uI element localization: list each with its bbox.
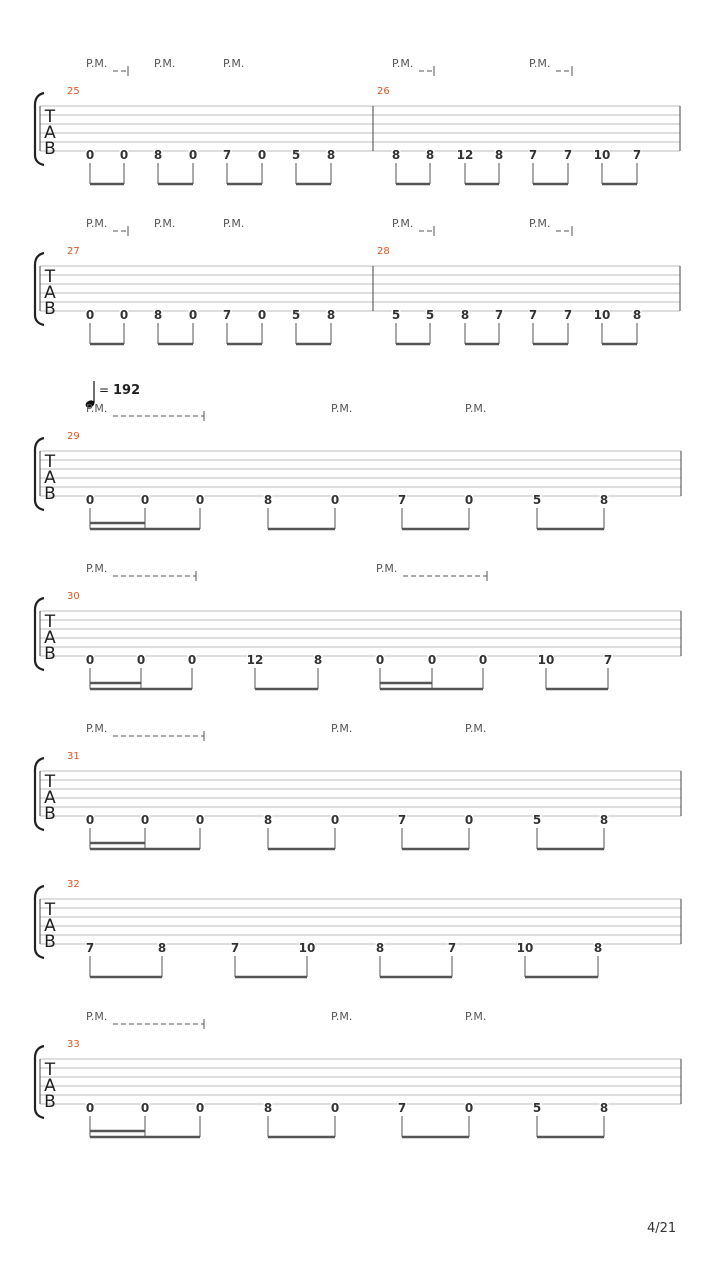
palm-mute-label: P.M. xyxy=(86,722,108,735)
fret-number: 5 xyxy=(532,813,542,827)
fret-number: 5 xyxy=(291,308,301,322)
tab-clef-letter: A xyxy=(44,468,56,488)
fret-number: 7 xyxy=(528,148,538,162)
tab-clef-letter: B xyxy=(44,484,56,504)
palm-mute-label: P.M. xyxy=(154,57,176,70)
tab-clef-letter: B xyxy=(44,804,56,824)
tab-clef-letter: T xyxy=(44,452,56,472)
tab-clef-letter: T xyxy=(44,772,56,792)
fret-number: 8 xyxy=(599,493,609,507)
fret-number: 0 xyxy=(375,653,385,667)
fret-number: 5 xyxy=(291,148,301,162)
palm-mute-label: P.M. xyxy=(154,217,176,230)
fret-number: 0 xyxy=(257,148,267,162)
palm-mute-label: P.M. xyxy=(392,57,414,70)
fret-number: 7 xyxy=(528,308,538,322)
fret-number: 12 xyxy=(246,653,264,667)
fret-number: 8 xyxy=(326,308,336,322)
fret-number: 0 xyxy=(427,653,437,667)
tab-clef-letter: A xyxy=(44,916,56,936)
fret-number: 7 xyxy=(397,813,407,827)
measure-number: 28 xyxy=(377,246,390,257)
tab-clef-letter: T xyxy=(44,612,56,632)
fret-number: 7 xyxy=(603,653,613,667)
tab-clef-letter: T xyxy=(44,267,56,287)
fret-number: 0 xyxy=(188,148,198,162)
tempo-equals: = xyxy=(99,383,110,397)
fret-number: 8 xyxy=(263,493,273,507)
measure-number: 26 xyxy=(377,86,390,97)
fret-number: 8 xyxy=(599,813,609,827)
fret-number: 8 xyxy=(326,148,336,162)
tab-clef-letter: T xyxy=(44,1060,56,1080)
fret-number: 10 xyxy=(298,941,316,955)
tab-clef-letter: T xyxy=(44,900,56,920)
fret-number: 8 xyxy=(313,653,323,667)
fret-number: 0 xyxy=(85,813,95,827)
palm-mute-label: P.M. xyxy=(86,562,108,575)
fret-number: 0 xyxy=(119,308,129,322)
palm-mute-label: P.M. xyxy=(529,217,551,230)
palm-mute-label: P.M. xyxy=(465,1010,487,1023)
palm-mute-label: P.M. xyxy=(376,562,398,575)
fret-number: 7 xyxy=(222,308,232,322)
fret-number: 0 xyxy=(257,308,267,322)
palm-mute-label: P.M. xyxy=(86,402,108,415)
fret-number: 8 xyxy=(599,1101,609,1115)
fret-number: 12 xyxy=(456,148,474,162)
fret-number: 8 xyxy=(494,148,504,162)
fret-number: 10 xyxy=(537,653,555,667)
fret-number: 7 xyxy=(632,148,642,162)
fret-number: 0 xyxy=(85,308,95,322)
fret-number: 0 xyxy=(195,1101,205,1115)
fret-number: 0 xyxy=(330,493,340,507)
fret-number: 0 xyxy=(464,813,474,827)
fret-number: 0 xyxy=(464,1101,474,1115)
fret-number: 0 xyxy=(85,1101,95,1115)
fret-number: 7 xyxy=(85,941,95,955)
fret-number: 10 xyxy=(516,941,534,955)
fret-number: 0 xyxy=(119,148,129,162)
fret-number: 10 xyxy=(593,148,611,162)
fret-number: 8 xyxy=(153,148,163,162)
measure-number: 33 xyxy=(67,1039,80,1050)
fret-number: 7 xyxy=(397,1101,407,1115)
fret-number: 8 xyxy=(632,308,642,322)
page-number: 4/21 xyxy=(647,1221,677,1236)
fret-number: 8 xyxy=(391,148,401,162)
fret-number: 0 xyxy=(136,653,146,667)
tab-clef-letter: B xyxy=(44,299,56,319)
palm-mute-label: P.M. xyxy=(465,402,487,415)
fret-number: 10 xyxy=(593,308,611,322)
tab-clef-letter: A xyxy=(44,123,56,143)
fret-number: 7 xyxy=(397,493,407,507)
measure-number: 30 xyxy=(67,591,80,602)
measure-number: 27 xyxy=(67,246,80,257)
fret-number: 7 xyxy=(222,148,232,162)
tab-clef-letter: B xyxy=(44,1092,56,1112)
measure-number: 32 xyxy=(67,879,80,890)
palm-mute-label: P.M. xyxy=(223,57,245,70)
fret-number: 0 xyxy=(85,653,95,667)
tab-clef-letter: B xyxy=(44,932,56,952)
tempo-bpm: 192 xyxy=(113,383,141,398)
fret-number: 0 xyxy=(195,493,205,507)
fret-number: 8 xyxy=(263,813,273,827)
measure-number: 25 xyxy=(67,86,80,97)
fret-number: 8 xyxy=(263,1101,273,1115)
measure-number: 29 xyxy=(67,431,80,442)
palm-mute-label: P.M. xyxy=(529,57,551,70)
fret-number: 5 xyxy=(532,1101,542,1115)
fret-number: 5 xyxy=(532,493,542,507)
fret-number: 8 xyxy=(375,941,385,955)
fret-number: 0 xyxy=(195,813,205,827)
fret-number: 0 xyxy=(140,493,150,507)
fret-number: 8 xyxy=(425,148,435,162)
tab-clef-letter: B xyxy=(44,644,56,664)
palm-mute-label: P.M. xyxy=(331,722,353,735)
fret-number: 8 xyxy=(593,941,603,955)
fret-number: 5 xyxy=(425,308,435,322)
tab-clef-letter: T xyxy=(44,107,56,127)
fret-number: 7 xyxy=(230,941,240,955)
fret-number: 7 xyxy=(494,308,504,322)
tab-clef-letter: A xyxy=(44,788,56,808)
tab-clef-letter: A xyxy=(44,1076,56,1096)
fret-number: 8 xyxy=(153,308,163,322)
palm-mute-label: P.M. xyxy=(465,722,487,735)
fret-number: 8 xyxy=(460,308,470,322)
fret-number: 0 xyxy=(478,653,488,667)
fret-number: 0 xyxy=(188,308,198,322)
palm-mute-label: P.M. xyxy=(86,57,108,70)
palm-mute-label: P.M. xyxy=(331,402,353,415)
palm-mute-label: P.M. xyxy=(86,1010,108,1023)
fret-number: 0 xyxy=(140,1101,150,1115)
tab-clef-letter: A xyxy=(44,283,56,303)
palm-mute-label: P.M. xyxy=(331,1010,353,1023)
fret-number: 0 xyxy=(464,493,474,507)
palm-mute-label: P.M. xyxy=(86,217,108,230)
measure-number: 31 xyxy=(67,751,80,762)
palm-mute-label: P.M. xyxy=(223,217,245,230)
fret-number: 0 xyxy=(330,1101,340,1115)
tab-clef-letter: B xyxy=(44,139,56,159)
fret-number: 0 xyxy=(330,813,340,827)
fret-number: 8 xyxy=(157,941,167,955)
tab-clef-letter: A xyxy=(44,628,56,648)
fret-number: 0 xyxy=(187,653,197,667)
fret-number: 7 xyxy=(447,941,457,955)
fret-number: 0 xyxy=(85,148,95,162)
palm-mute-label: P.M. xyxy=(392,217,414,230)
fret-number: 0 xyxy=(85,493,95,507)
fret-number: 7 xyxy=(563,308,573,322)
fret-number: 0 xyxy=(140,813,150,827)
fret-number: 7 xyxy=(563,148,573,162)
fret-number: 5 xyxy=(391,308,401,322)
